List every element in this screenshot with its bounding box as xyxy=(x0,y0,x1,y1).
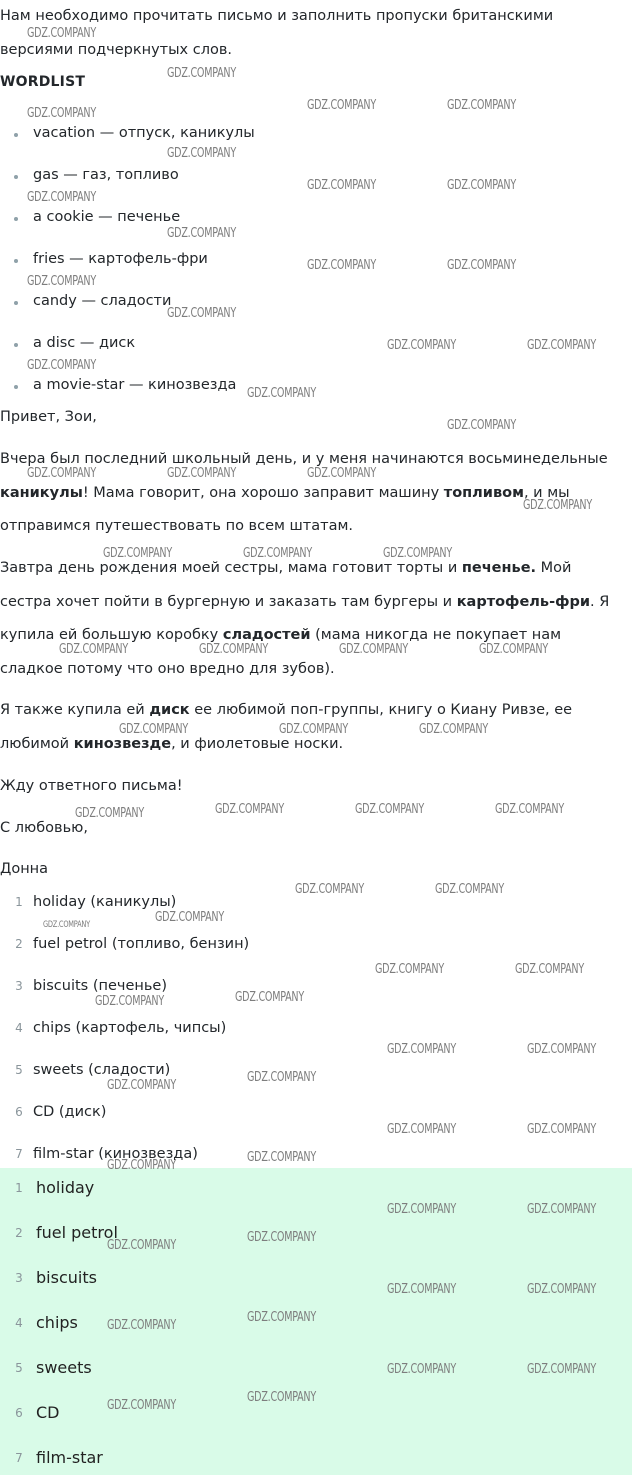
highlighted-word: топливом xyxy=(443,485,524,501)
wordlist-item: vacation — отпуск, каникулы xyxy=(33,125,255,141)
watermark: GDZ.COMPANY xyxy=(235,990,304,1005)
watermark: GDZ.COMPANY xyxy=(447,258,516,273)
watermark: GDZ.COMPANY xyxy=(307,258,376,273)
watermark: GDZ.COMPANY xyxy=(247,1230,316,1245)
watermark: GDZ.COMPANY xyxy=(339,642,408,657)
wordlist-item: fries — картофель-фри xyxy=(33,251,208,267)
watermark: GDZ.COMPANY xyxy=(527,1042,596,1057)
highlighted-word: кинозвезде xyxy=(73,736,172,752)
bullet-icon xyxy=(14,385,18,389)
watermark: GDZ.COMPANY xyxy=(247,1310,316,1325)
watermark: GDZ.COMPANY xyxy=(419,722,488,737)
letter-line: сладкое потому что оно вредно для зубов). xyxy=(0,661,335,677)
watermark: GDZ.COMPANY xyxy=(307,178,376,193)
watermark: GDZ.COMPANY xyxy=(515,962,584,977)
watermark: GDZ.COMPANY xyxy=(387,1362,456,1377)
final-answer-item: CD xyxy=(36,1403,60,1422)
answer-item: holiday (каникулы) xyxy=(33,894,177,910)
answer-number: 6 xyxy=(15,1406,23,1420)
watermark: GDZ.COMPANY xyxy=(247,1070,316,1085)
watermark: GDZ.COMPANY xyxy=(243,546,312,561)
watermark: GDZ.COMPANY xyxy=(383,546,452,561)
letter-line: каникулы! Мама говорит, она хорошо заправит машину топливом, и мы xyxy=(0,485,570,501)
bullet-icon xyxy=(14,301,18,305)
answer-number: 6 xyxy=(15,1105,23,1119)
answer-number: 3 xyxy=(15,979,23,993)
watermark: GDZ.COMPANY xyxy=(75,806,144,821)
answer-number: 1 xyxy=(15,895,23,909)
task-line-1: Нам необходимо прочитать письмо и заполнить пропуски британскими xyxy=(0,8,554,24)
task-line-2: версиями подчеркнутых слов. xyxy=(0,42,232,58)
watermark: GDZ.COMPANY xyxy=(95,994,164,1009)
answer-number: 4 xyxy=(15,1021,23,1035)
watermark: GDZ.COMPANY xyxy=(247,386,316,401)
watermark: GDZ.COMPANY xyxy=(527,1362,596,1377)
watermark: GDZ.COMPANY xyxy=(387,1282,456,1297)
watermark: GDZ.COMPANY xyxy=(387,1122,456,1137)
watermark: GDZ.COMPANY xyxy=(447,418,516,433)
highlighted-word: каникулы xyxy=(0,485,83,501)
letter-greeting: Привет, Зои, xyxy=(0,409,97,425)
letter-line: любимой кинозвезде, и фиолетовые носки. xyxy=(0,736,344,752)
letter-sign-off: С любовью, xyxy=(0,820,88,836)
letter-closing-request: Жду ответного письма! xyxy=(0,778,183,794)
watermark: GDZ.COMPANY xyxy=(435,882,504,897)
final-answer-item: chips xyxy=(36,1313,78,1332)
wordlist-title: WORDLIST xyxy=(0,74,86,90)
watermark: GDZ.COMPANY xyxy=(107,1078,176,1093)
watermark: GDZ.COMPANY xyxy=(167,146,236,161)
watermark: GDZ.COMPANY xyxy=(43,920,90,930)
answer-item: film-star (кинозвезда) xyxy=(33,1146,198,1162)
watermark: GDZ.COMPANY xyxy=(527,338,596,353)
final-answer-item: film-star xyxy=(36,1448,103,1467)
bullet-icon xyxy=(14,343,18,347)
watermark: GDZ.COMPANY xyxy=(527,1282,596,1297)
wordlist-item: gas — газ, топливо xyxy=(33,167,179,183)
wordlist-item: a movie-star — кинозвезда xyxy=(33,377,237,393)
watermark: GDZ.COMPANY xyxy=(215,802,284,817)
watermark: GDZ.COMPANY xyxy=(447,98,516,113)
watermark: GDZ.COMPANY xyxy=(103,546,172,561)
watermark: GDZ.COMPANY xyxy=(167,226,236,241)
watermark: GDZ.COMPANY xyxy=(387,1202,456,1217)
answer-item: sweets (сладости) xyxy=(33,1062,171,1078)
wordlist-item: a disc — диск xyxy=(33,335,136,351)
watermark: GDZ.COMPANY xyxy=(387,338,456,353)
watermark: GDZ.COMPANY xyxy=(355,802,424,817)
watermark: GDZ.COMPANY xyxy=(27,106,96,121)
answer-item: biscuits (печенье) xyxy=(33,978,167,994)
wordlist-item: a cookie — печенье xyxy=(33,209,181,225)
answer-number: 2 xyxy=(15,937,23,951)
answer-number: 2 xyxy=(15,1226,23,1240)
watermark: GDZ.COMPANY xyxy=(27,190,96,205)
answer-number: 3 xyxy=(15,1271,23,1285)
watermark: GDZ.COMPANY xyxy=(107,1318,176,1333)
watermark: GDZ.COMPANY xyxy=(387,1042,456,1057)
answer-number: 4 xyxy=(15,1316,23,1330)
watermark: GDZ.COMPANY xyxy=(107,1158,176,1173)
watermark: GDZ.COMPANY xyxy=(27,26,96,41)
answer-number: 7 xyxy=(15,1451,23,1465)
bullet-icon xyxy=(14,175,18,179)
bullet-icon xyxy=(14,133,18,137)
watermark: GDZ.COMPANY xyxy=(27,274,96,289)
watermark: GDZ.COMPANY xyxy=(107,1238,176,1253)
watermark: GDZ.COMPANY xyxy=(375,962,444,977)
watermark: GDZ.COMPANY xyxy=(479,642,548,657)
watermark: GDZ.COMPANY xyxy=(247,1150,316,1165)
final-answer-item: holiday xyxy=(36,1178,95,1197)
highlighted-word: картофель-фри xyxy=(456,594,591,610)
watermark: GDZ.COMPANY xyxy=(247,1390,316,1405)
letter-line: Завтра день рождения моей сестры, мама готовит торты и печенье. Мой xyxy=(0,560,572,576)
answer-number: 5 xyxy=(15,1063,23,1077)
bullet-icon xyxy=(14,217,18,221)
highlighted-word: диск xyxy=(149,702,190,718)
letter-signature: Донна xyxy=(0,861,49,877)
watermark: GDZ.COMPANY xyxy=(107,1398,176,1413)
letter-line: сестра хочет пойти в бургерную и заказать там бургеры и картофель-фри. Я xyxy=(0,594,610,610)
watermark: GDZ.COMPANY xyxy=(447,178,516,193)
watermark: GDZ.COMPANY xyxy=(27,466,96,481)
watermark: GDZ.COMPANY xyxy=(295,882,364,897)
watermark: GDZ.COMPANY xyxy=(167,66,236,81)
letter-line: Вчера был последний школьный день, и у меня начинаются восьминедельные xyxy=(0,451,608,467)
answer-number: 7 xyxy=(15,1147,23,1161)
watermark: GDZ.COMPANY xyxy=(199,642,268,657)
watermark: GDZ.COMPANY xyxy=(167,466,236,481)
answer-item: CD (диск) xyxy=(33,1104,107,1120)
highlighted-word: печенье. xyxy=(461,560,537,576)
final-answer-item: sweets xyxy=(36,1358,92,1377)
watermark: GDZ.COMPANY xyxy=(59,642,128,657)
final-answer-item: biscuits xyxy=(36,1268,97,1287)
answer-number: 5 xyxy=(15,1361,23,1375)
watermark: GDZ.COMPANY xyxy=(119,722,188,737)
letter-line: отправимся путешествовать по всем штатам. xyxy=(0,518,354,534)
watermark: GDZ.COMPANY xyxy=(155,910,224,925)
letter-line: купила ей большую коробку сладостей (мама никогда не покупает нам xyxy=(0,627,562,643)
answer-item: chips (картофель, чипсы) xyxy=(33,1020,227,1036)
watermark: GDZ.COMPANY xyxy=(27,358,96,373)
answer-number: 1 xyxy=(15,1181,23,1195)
watermark: GDZ.COMPANY xyxy=(495,802,564,817)
watermark: GDZ.COMPANY xyxy=(307,466,376,481)
watermark: GDZ.COMPANY xyxy=(167,306,236,321)
answer-item: fuel petrol (топливо, бензин) xyxy=(33,936,250,952)
final-answer-item: fuel petrol xyxy=(36,1223,118,1242)
watermark: GDZ.COMPANY xyxy=(523,498,592,513)
watermark: GDZ.COMPANY xyxy=(307,98,376,113)
wordlist-item: candy — сладости xyxy=(33,293,172,309)
watermark: GDZ.COMPANY xyxy=(527,1202,596,1217)
bullet-icon xyxy=(14,259,18,263)
highlighted-word: сладостей xyxy=(222,627,311,643)
watermark: GDZ.COMPANY xyxy=(279,722,348,737)
watermark: GDZ.COMPANY xyxy=(527,1122,596,1137)
letter-line: Я также купила ей диск ее любимой поп-группы, книгу о Киану Ривзе, ее xyxy=(0,702,573,718)
